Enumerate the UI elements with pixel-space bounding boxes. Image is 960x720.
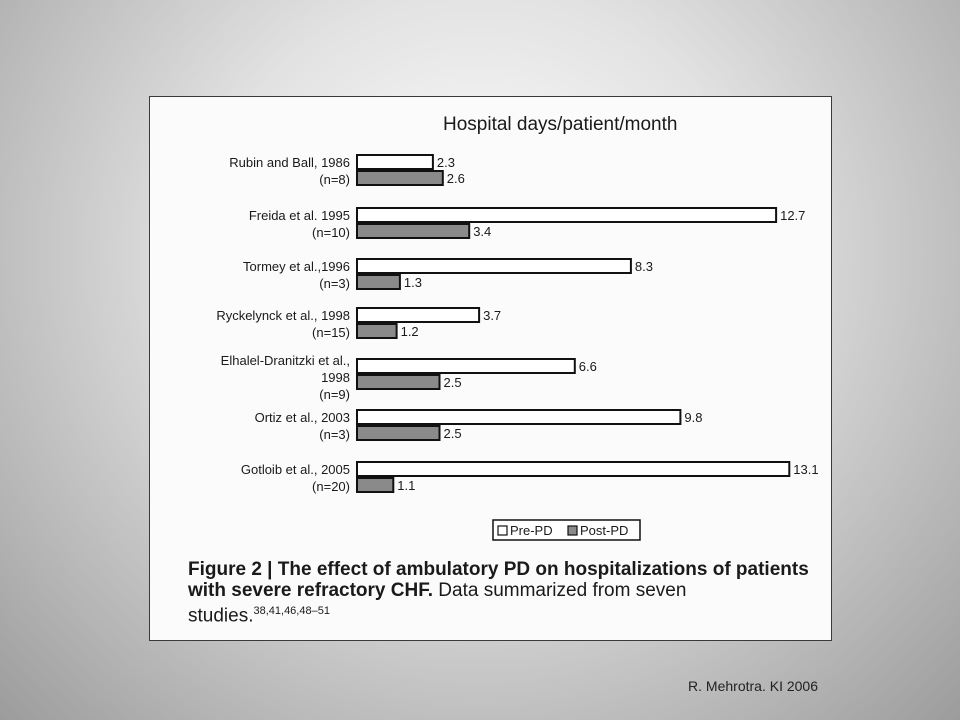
figure-caption [188, 559, 818, 626]
category-label: (n=20) [312, 479, 350, 494]
category-label: (n=8) [319, 172, 350, 187]
category-label: Tormey et al.,1996 [243, 259, 350, 274]
bar-value-label: 2.6 [446, 171, 465, 186]
bar-value-label: 3.7 [483, 308, 502, 323]
bar-value-label: 1.2 [400, 324, 419, 339]
bar-value-label: 2.5 [443, 375, 462, 390]
bar-post-pd [357, 478, 393, 492]
bar-value-label: 9.8 [684, 410, 703, 425]
bar-post-pd [357, 375, 440, 389]
bar-pre-pd [357, 155, 433, 169]
category-label: (n=10) [312, 225, 350, 240]
category-label: (n=3) [319, 427, 350, 442]
category-label: (n=15) [312, 325, 350, 340]
caption-title: Figure 2 | The effect of ambulatory PD on hospitalizations of patients with severe refractory CHF. [188, 559, 809, 601]
bar-post-pd [357, 426, 440, 440]
bar-pre-pd [357, 410, 680, 424]
bar-pre-pd [357, 208, 776, 222]
bar-pre-pd [357, 308, 479, 322]
bar-pre-pd [357, 359, 575, 373]
caption-text: Data summarized from seven studies. [188, 580, 687, 627]
category-label: (n=3) [319, 276, 350, 291]
bar-value-label: 8.3 [634, 259, 653, 274]
figure-panel [149, 96, 832, 641]
bar-value-label: 2.5 [443, 426, 462, 441]
legend-label: Pre-PD [510, 523, 553, 538]
bar-value-label: 12.7 [780, 208, 806, 223]
category-label: Ryckelynck et al., 1998 [216, 308, 350, 323]
bar-value-label: 6.6 [578, 359, 597, 374]
category-label: Gotloib et al., 2005 [240, 462, 350, 477]
bar-value-label: 2.3 [436, 155, 455, 170]
category-label: Elhalel-Dranitzki et al., [220, 353, 350, 368]
chart-title: Hospital days/patient/month [443, 114, 678, 135]
citation-credit: R. Mehrotra. KI 2006 [688, 678, 818, 694]
bar-value-label: 3.4 [473, 224, 492, 239]
bar-post-pd [357, 324, 397, 338]
bar-pre-pd [357, 259, 631, 273]
bar-value-label: 1.3 [403, 275, 422, 290]
category-label: Freida et al. 1995 [248, 208, 350, 223]
bar-post-pd [357, 171, 443, 185]
category-label: 1998 [321, 370, 350, 385]
bar-chart [150, 97, 833, 557]
bar-pre-pd [357, 462, 789, 476]
legend-swatch [498, 526, 507, 535]
bar-value-label: 1.1 [397, 478, 416, 493]
category-label: Rubin and Ball, 1986 [229, 155, 350, 170]
caption-references: 38,41,46,48–51 [253, 605, 330, 617]
category-label: (n=9) [319, 387, 350, 402]
bar-post-pd [357, 224, 469, 238]
bar-post-pd [357, 275, 400, 289]
legend-swatch [568, 526, 577, 535]
legend-label: Post-PD [580, 523, 629, 538]
bar-value-label: 13.1 [793, 462, 819, 477]
category-label: Ortiz et al., 2003 [254, 410, 350, 425]
